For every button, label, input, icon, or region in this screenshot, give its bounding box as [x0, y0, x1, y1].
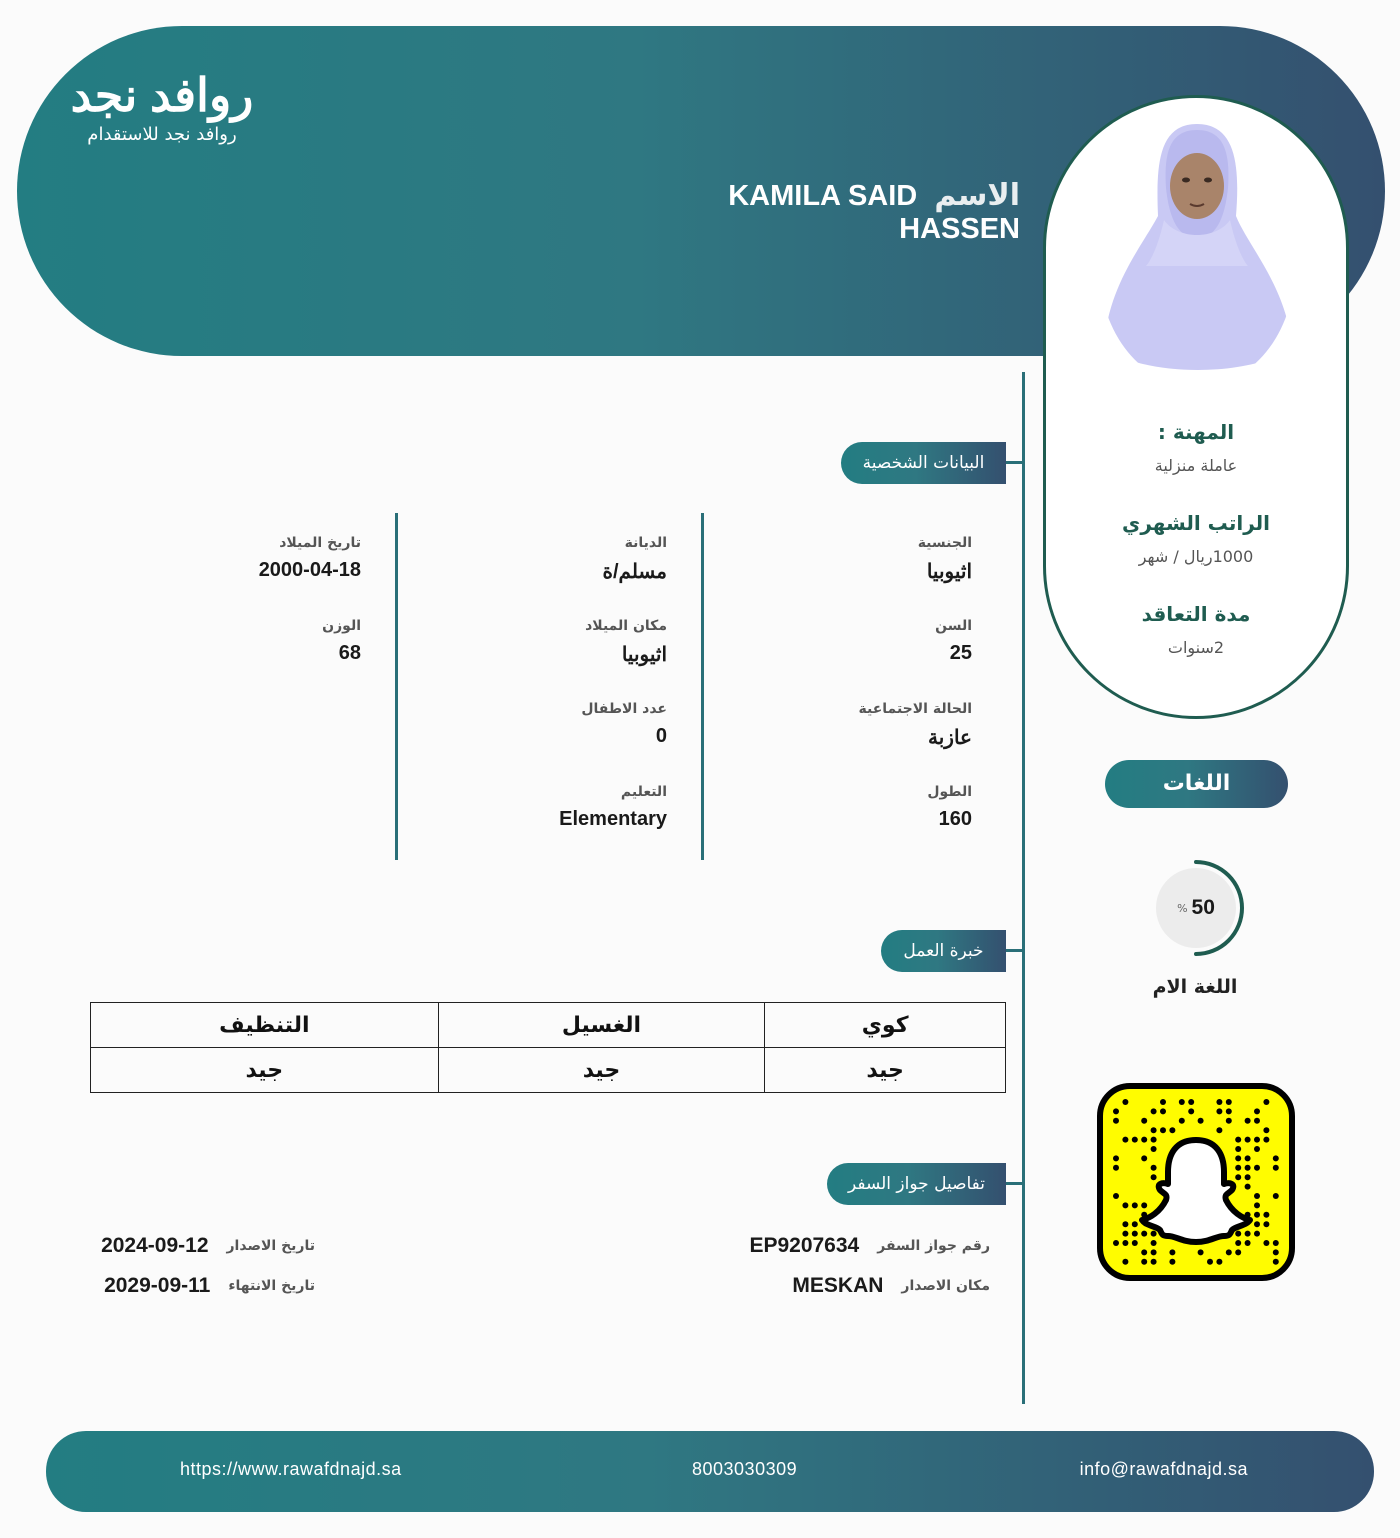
snapcode-dot — [1113, 1165, 1119, 1171]
table-header-cell: التنظيف — [91, 1003, 439, 1048]
section-passport-pill: تفاصيل جواز السفر — [827, 1163, 1006, 1205]
field-label: تاريخ الميلاد — [279, 535, 361, 551]
column-divider — [701, 513, 704, 860]
field-value: 0 — [655, 725, 667, 747]
snapcode-dot — [1113, 1108, 1119, 1114]
field-label: الوزن — [322, 618, 361, 634]
snapcode-dot — [1245, 1184, 1251, 1190]
snapcode-dot — [1151, 1231, 1157, 1237]
snapcode-dot — [1132, 1202, 1138, 1208]
snapchat-snapcode[interactable] — [1096, 1082, 1296, 1282]
snapcode-dot — [1235, 1146, 1241, 1152]
snapcode-dot — [1141, 1249, 1147, 1255]
snapcode-dot — [1151, 1127, 1157, 1133]
snapcode-dot — [1245, 1174, 1251, 1180]
field-weight — [101, 618, 361, 665]
snapcode-dot — [1216, 1259, 1222, 1265]
table-cell: جيد — [91, 1048, 439, 1093]
profession-label: المهنة : — [1157, 420, 1235, 444]
field-value: Elementary — [559, 808, 667, 830]
field-label: تاريخ الاصدار — [226, 1238, 315, 1254]
snapcode-dot — [1122, 1099, 1128, 1105]
snapcode-dot — [1160, 1127, 1166, 1133]
field-value: 2024-09-12 — [101, 1234, 209, 1257]
field-value: 2029-09-11 — [104, 1274, 211, 1297]
snapcode-dot — [1254, 1108, 1260, 1114]
snapcode-dot — [1151, 1259, 1157, 1265]
passport-number — [749, 1234, 990, 1258]
snapcode-dot — [1132, 1240, 1138, 1246]
field-value: 2000-04-18 — [258, 559, 361, 581]
snapcode-dot — [1226, 1118, 1232, 1124]
snapcode-dot — [1151, 1108, 1157, 1114]
snapcode-dot — [1141, 1231, 1147, 1237]
snapcode-dot — [1263, 1221, 1269, 1227]
salary-value: 1000ريال / شهر — [1138, 547, 1254, 566]
logo-mark: روافد نجد — [70, 69, 254, 121]
snapcode-dot — [1254, 1202, 1260, 1208]
language-gauge — [1148, 856, 1248, 956]
snapcode-dot — [1169, 1127, 1175, 1133]
website-link[interactable]: https://www.rawafdnajd.sa — [180, 1459, 402, 1479]
field-label: عدد الاطفال — [581, 701, 667, 717]
table-cell: جيد — [765, 1048, 1006, 1093]
snapcode-dot — [1235, 1165, 1241, 1171]
field-age — [712, 618, 972, 665]
candidate-name: KAMILA SAID HASSEN — [728, 180, 1020, 245]
snapcode-dot — [1169, 1259, 1175, 1265]
snapcode-dot — [1226, 1108, 1232, 1114]
logo-subtitle: روافد نجد للاستقدام — [87, 124, 237, 145]
field-value: اثيوبيا — [926, 561, 972, 583]
profile-card — [1043, 95, 1349, 719]
section-connector — [1006, 1182, 1024, 1185]
snapcode-dot — [1113, 1240, 1119, 1246]
snapcode-dot — [1245, 1165, 1251, 1171]
field-birthplace — [407, 618, 667, 667]
snapcode-dot — [1151, 1249, 1157, 1255]
profession-value: عاملة منزلية — [1154, 456, 1238, 475]
table-header-cell: كوي — [765, 1003, 1006, 1048]
contract-label: مدة التعاقد — [1141, 602, 1251, 626]
email-link[interactable]: info@rawafdnajd.sa — [1079, 1459, 1248, 1479]
snapcode-dot — [1113, 1118, 1119, 1124]
snapcode-dot — [1254, 1221, 1260, 1227]
snapcode-dot — [1122, 1202, 1128, 1208]
language-name: اللغة الام — [1152, 976, 1238, 998]
company-logo — [62, 69, 262, 145]
snapcode-dot — [1151, 1137, 1157, 1143]
field-label: الطول — [927, 784, 972, 800]
snapcode-dot — [1160, 1108, 1166, 1114]
table-cell: جيد — [438, 1048, 765, 1093]
passport-expiry-date — [104, 1274, 315, 1298]
snapcode-dot — [1151, 1146, 1157, 1152]
experience-table — [90, 1002, 1006, 1093]
snapcode-dot — [1141, 1118, 1147, 1124]
snapcode-dot — [1245, 1231, 1251, 1237]
snapcode-dot — [1254, 1212, 1260, 1218]
name-label: الاسم — [934, 178, 1020, 213]
field-value: عازبة — [928, 727, 972, 749]
field-label: الجنسية — [917, 535, 972, 551]
field-value: مسلم/ة — [602, 561, 667, 583]
field-value: اثيوبيا — [621, 644, 667, 666]
snapcode-dot — [1151, 1165, 1157, 1171]
snapcode-dot — [1160, 1099, 1166, 1105]
snapcode-dot — [1226, 1249, 1232, 1255]
snapcode-dot — [1207, 1259, 1213, 1265]
table-row — [91, 1048, 1006, 1093]
field-label: تاريخ الانتهاء — [228, 1278, 315, 1294]
snapcode-dot — [1245, 1155, 1251, 1161]
snapcode-dot — [1273, 1193, 1279, 1199]
snapcode-dot — [1273, 1240, 1279, 1246]
snapcode-dot — [1151, 1174, 1157, 1180]
field-value: 160 — [938, 808, 972, 830]
snapcode-dot — [1216, 1127, 1222, 1133]
snapcode-dot — [1216, 1108, 1222, 1114]
snapcode-dot — [1235, 1240, 1241, 1246]
snapcode-dot — [1226, 1099, 1232, 1105]
section-connector — [1006, 949, 1024, 952]
snapcode-dot — [1122, 1221, 1128, 1227]
snapcode-dot — [1254, 1193, 1260, 1199]
field-value: 25 — [949, 642, 972, 664]
language-percent: 50 — [1191, 896, 1215, 919]
snapcode-dot — [1263, 1212, 1269, 1218]
field-nationality — [712, 535, 972, 584]
column-divider — [395, 513, 398, 860]
field-height — [712, 784, 972, 831]
salary-block — [1046, 511, 1346, 566]
snapcode-dot — [1122, 1240, 1128, 1246]
footer-bar — [46, 1431, 1374, 1512]
snapcode-dot — [1273, 1155, 1279, 1161]
passport-issue-date — [101, 1234, 315, 1258]
field-value: MESKAN — [792, 1274, 884, 1297]
snapcode-dot — [1188, 1099, 1194, 1105]
contract-value: 2سنوات — [1167, 638, 1225, 657]
passport-issue-place — [792, 1274, 990, 1298]
snapcode-dot — [1151, 1240, 1157, 1246]
snapcode-dot — [1263, 1099, 1269, 1105]
candidate-name-row — [600, 178, 1020, 246]
snapcode-dot — [1235, 1155, 1241, 1161]
snapcode-dot — [1254, 1118, 1260, 1124]
snapcode-dot — [1132, 1137, 1138, 1143]
field-label: الحالة الاجتماعية — [858, 701, 972, 717]
profession-block — [1046, 420, 1346, 475]
snapcode-dot — [1132, 1231, 1138, 1237]
snapcode-dot — [1263, 1127, 1269, 1133]
snapcode-dot — [1179, 1099, 1185, 1105]
snapcode-dot — [1235, 1137, 1241, 1143]
field-label: رقم جواز السفر — [877, 1238, 990, 1254]
snapcode-dot — [1245, 1240, 1251, 1246]
percent-symbol: % — [1177, 901, 1188, 915]
table-header-cell: الغسيل — [438, 1003, 765, 1048]
snapcode-dot — [1254, 1165, 1260, 1171]
snapcode-dot — [1113, 1193, 1119, 1199]
field-label: السن — [935, 618, 972, 634]
languages-title: اللغات — [1105, 760, 1288, 808]
snapcode-dot — [1273, 1249, 1279, 1255]
snapcode-dot — [1179, 1118, 1185, 1124]
snapcode-dot — [1141, 1137, 1147, 1143]
section-connector — [1006, 461, 1024, 464]
snapcode-dot — [1245, 1137, 1251, 1143]
salary-label: الراتب الشهري — [1122, 511, 1270, 535]
snapcode-dot — [1235, 1249, 1241, 1255]
field-children — [407, 701, 667, 748]
snapcode-dot — [1273, 1259, 1279, 1265]
snapcode-dot — [1132, 1221, 1138, 1227]
timeline-line — [1022, 372, 1025, 1404]
snapcode-dot — [1263, 1240, 1269, 1246]
field-marital-status — [712, 701, 972, 750]
section-personal-pill: البيانات الشخصية — [841, 442, 1006, 484]
snapcode-dot — [1216, 1099, 1222, 1105]
snapcode-dot — [1254, 1137, 1260, 1143]
section-experience-pill: خبرة العمل — [881, 930, 1006, 972]
snapcode-dot — [1245, 1118, 1251, 1124]
snapcode-dot — [1198, 1249, 1204, 1255]
snapcode-dot — [1122, 1231, 1128, 1237]
snapcode-dot — [1122, 1259, 1128, 1265]
snapcode-dot — [1273, 1165, 1279, 1171]
snapcode-dot — [1141, 1155, 1147, 1161]
snapcode-dot — [1254, 1231, 1260, 1237]
snapcode-dot — [1235, 1231, 1241, 1237]
snapcode-dot — [1263, 1137, 1269, 1143]
snapcode-dot — [1254, 1146, 1260, 1152]
field-label: الديانة — [624, 535, 667, 551]
snapcode-dot — [1198, 1118, 1204, 1124]
portrait-illustration — [1098, 116, 1296, 384]
field-religion — [407, 535, 667, 584]
snapcode-dot — [1188, 1108, 1194, 1114]
snapcode-dot — [1141, 1202, 1147, 1208]
field-value: 68 — [338, 642, 361, 664]
field-label: مكان الاصدار — [901, 1278, 990, 1294]
snapcode-dot — [1141, 1259, 1147, 1265]
snapcode-graphic — [1096, 1082, 1296, 1282]
field-education — [407, 784, 667, 831]
snapcode-dot — [1122, 1137, 1128, 1143]
gauge-center — [1156, 868, 1236, 948]
snapcode-dot — [1235, 1174, 1241, 1180]
field-birthdate — [101, 535, 361, 582]
field-label: مكان الميلاد — [585, 618, 667, 634]
snapcode-dot — [1169, 1249, 1175, 1255]
candidate-photo — [1098, 116, 1296, 384]
field-value: EP9207634 — [749, 1234, 860, 1257]
snapcode-dot — [1113, 1155, 1119, 1161]
field-label: التعليم — [620, 784, 667, 800]
phone-number[interactable]: 8003030309 — [692, 1459, 798, 1479]
table-row — [91, 1003, 1006, 1048]
contract-block — [1046, 602, 1346, 657]
